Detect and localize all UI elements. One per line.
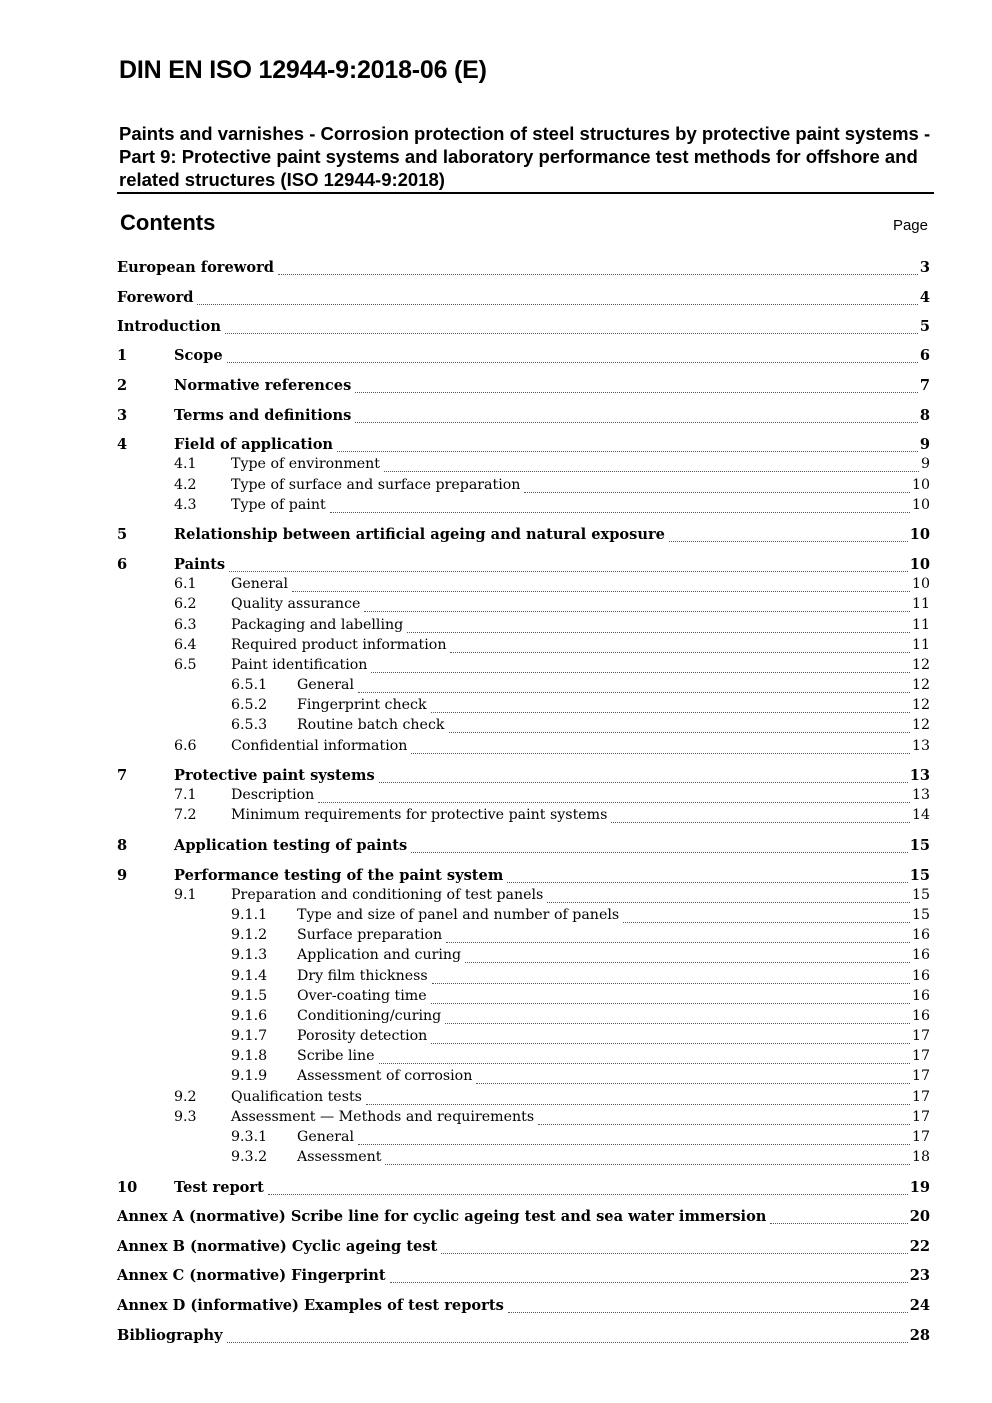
- dot-leader: [358, 692, 910, 693]
- toc-entry-number: 8: [117, 837, 128, 854]
- toc-entry-title: Type and size of panel and number of panels: [297, 907, 620, 923]
- toc-entry-title: Type of environment: [231, 456, 381, 472]
- dot-leader: [431, 1003, 910, 1004]
- toc-entry-title: General: [297, 1129, 355, 1145]
- toc-entry-title: Packaging and labelling: [231, 617, 404, 633]
- dot-leader: [229, 571, 908, 572]
- toc-entry-number: 9.1.6: [231, 1008, 268, 1024]
- dot-leader: [411, 852, 908, 853]
- toc-entry-page: 16: [911, 968, 930, 984]
- toc-entry-title: Relationship between artificial ageing and natural exposure: [174, 526, 665, 543]
- toc-entry-page: 15: [911, 887, 930, 903]
- toc-entry-title: Test report: [174, 1179, 264, 1196]
- toc-entry-number: 2: [117, 377, 128, 394]
- toc-entry-number: 7.2: [174, 807, 197, 823]
- dot-leader: [450, 652, 909, 653]
- toc-entry[interactable]: [117, 596, 930, 618]
- toc-entry[interactable]: [117, 556, 930, 578]
- toc-entry[interactable]: [117, 947, 930, 969]
- toc-entry-page: 19: [909, 1179, 930, 1196]
- toc-entry[interactable]: [117, 988, 930, 1010]
- dot-leader: [476, 1083, 910, 1084]
- toc-entry-title: Terms and definitions: [174, 407, 352, 424]
- toc-entry-title: Annex B (normative) Cyclic ageing test: [117, 1238, 438, 1255]
- toc-entry-number: 4.2: [174, 477, 197, 493]
- toc-entry-page: 18: [911, 1149, 930, 1165]
- dot-leader: [390, 1282, 908, 1283]
- dot-leader: [508, 1312, 908, 1313]
- toc-entry[interactable]: [117, 456, 930, 478]
- toc-entry-number: 9.1.5: [231, 988, 268, 1004]
- toc-entry-page: 17: [911, 1129, 930, 1145]
- toc-entry[interactable]: [117, 477, 930, 499]
- toc-entry-title: Protective paint systems: [174, 767, 375, 784]
- toc-entry-title: Performance testing of the paint system: [174, 867, 504, 884]
- toc-entry-number: 5: [117, 526, 128, 543]
- toc-entry-page: 10: [911, 576, 930, 592]
- toc-entry-title: Assessment — Methods and requirements: [231, 1109, 535, 1125]
- toc-entry[interactable]: [117, 526, 930, 548]
- toc-entry-title: Field of application: [174, 436, 334, 453]
- toc-entry-page: 17: [911, 1068, 930, 1084]
- toc-entry-title: Description: [231, 787, 315, 803]
- toc-entry-title: Application and curing: [297, 947, 462, 963]
- toc-entry[interactable]: [117, 436, 930, 458]
- dot-leader: [225, 333, 918, 334]
- toc-entry-page: 9: [919, 436, 930, 453]
- toc-entry-page: 24: [909, 1297, 930, 1314]
- toc-entry-page: 28: [909, 1327, 930, 1344]
- toc-entry[interactable]: [117, 738, 930, 760]
- toc-entry[interactable]: [117, 1129, 930, 1151]
- toc-entry-title: Conditioning/curing: [297, 1008, 442, 1024]
- toc-entry-title: Type of paint: [231, 497, 326, 513]
- toc-entry-title: Type of surface and surface preparation: [231, 477, 521, 493]
- toc-entry-page: 12: [911, 657, 930, 673]
- toc-entry[interactable]: [117, 657, 930, 679]
- dot-leader: [538, 1124, 910, 1125]
- toc-entry-page: 17: [911, 1109, 930, 1125]
- toc-entry[interactable]: [117, 347, 930, 369]
- toc-entry-number: 6.5.3: [231, 717, 268, 733]
- toc-entry-number: 9.1.7: [231, 1028, 268, 1044]
- toc-entry-title: Over-coating time: [297, 988, 427, 1004]
- toc-entry[interactable]: [117, 787, 930, 809]
- toc-entry-page: 6: [919, 347, 930, 364]
- toc-entry-page: 5: [919, 318, 930, 335]
- toc-entry-title: Foreword: [117, 289, 194, 306]
- toc-entry-title: Annex A (normative) Scribe line for cyclic ageing test and sea water immersion: [117, 1208, 767, 1225]
- toc-entry-page: 23: [909, 1267, 930, 1284]
- toc-entry-page: 14: [911, 807, 930, 823]
- toc-entry[interactable]: [117, 318, 930, 340]
- dot-leader: [318, 802, 910, 803]
- dot-leader: [379, 782, 908, 783]
- dot-leader: [385, 1164, 909, 1165]
- toc-entry-number: 9.1.3: [231, 947, 268, 963]
- toc-entry-page: 13: [911, 787, 930, 803]
- toc-entry-page: 11: [911, 596, 930, 612]
- toc-entry-number: 1: [117, 347, 128, 364]
- toc-entry-page: 20: [909, 1208, 930, 1225]
- toc-entry[interactable]: [117, 1327, 930, 1349]
- document-title: DIN EN ISO 12944-9:2018-06 (E): [119, 56, 487, 84]
- toc-entry[interactable]: [117, 497, 930, 519]
- dot-leader: [611, 822, 910, 823]
- toc-entry-page: 17: [911, 1048, 930, 1064]
- dot-leader: [669, 541, 908, 542]
- toc-entry-page: 7: [919, 377, 930, 394]
- toc-entry[interactable]: [117, 1008, 930, 1030]
- dot-leader: [268, 1194, 908, 1195]
- toc-entry[interactable]: [117, 407, 930, 429]
- toc-entry-page: 15: [909, 837, 930, 854]
- toc-entry[interactable]: [117, 887, 930, 909]
- toc-entry-page: 17: [911, 1028, 930, 1044]
- toc-entry-number: 9.1.8: [231, 1048, 268, 1064]
- toc-entry-title: Bibliography: [117, 1327, 223, 1344]
- toc-entry-number: 6.6: [174, 738, 197, 754]
- toc-entry-number: 7: [117, 767, 128, 784]
- toc-entry[interactable]: [117, 617, 930, 639]
- toc-entry-page: 10: [911, 497, 930, 513]
- dot-leader: [432, 983, 910, 984]
- dot-leader: [770, 1223, 907, 1224]
- dot-leader: [431, 712, 910, 713]
- toc-entry-title: Confidential information: [231, 738, 408, 754]
- toc-entry-page: 11: [911, 617, 930, 633]
- toc-entry-title: Dry film thickness: [297, 968, 428, 984]
- dot-leader: [227, 362, 918, 363]
- toc-entry-title: Fingerprint check: [297, 697, 427, 713]
- dot-leader: [411, 753, 910, 754]
- toc-entry-page: 16: [911, 927, 930, 943]
- dot-leader: [358, 1144, 910, 1145]
- toc-entry[interactable]: [117, 259, 930, 281]
- toc-entry-page: 3: [919, 259, 930, 276]
- dot-leader: [278, 274, 918, 275]
- toc-entry-title: Assessment: [297, 1149, 382, 1165]
- toc-entry[interactable]: [117, 1089, 930, 1111]
- toc-entry-page: 22: [909, 1238, 930, 1255]
- toc-entry-page: 9: [920, 456, 930, 472]
- toc-entry[interactable]: [117, 637, 930, 659]
- dot-leader: [330, 512, 910, 513]
- dot-leader: [445, 1023, 910, 1024]
- dot-leader: [547, 902, 910, 903]
- toc-entry-title: Annex C (normative) Fingerprint: [117, 1267, 386, 1284]
- document-subtitle: Paints and varnishes - Corrosion protection of steel structures by protective paint systems - Part 9: Protective paint systems and laboratory performance test methods for offshore and related structures (ISO 12944-9:2018): [119, 123, 931, 190]
- toc-entry[interactable]: [117, 1179, 930, 1201]
- dot-leader: [623, 922, 910, 923]
- dot-leader: [371, 672, 910, 673]
- dot-leader: [227, 1342, 908, 1343]
- toc-entry-page: 15: [909, 867, 930, 884]
- toc-entry-page: 13: [909, 767, 930, 784]
- toc-entry-page: 10: [911, 477, 930, 493]
- toc-entry-title: Paints: [174, 556, 226, 573]
- contents-heading: Contents: [120, 210, 216, 235]
- toc-entry-number: 9.1.9: [231, 1068, 268, 1084]
- toc-entry[interactable]: [117, 677, 930, 699]
- toc-entry-number: 9.3.2: [231, 1149, 268, 1165]
- toc-entry[interactable]: [117, 927, 930, 949]
- dot-leader: [465, 962, 910, 963]
- toc-entry-title: Preparation and conditioning of test panels: [231, 887, 544, 903]
- toc-entry[interactable]: [117, 1068, 930, 1090]
- toc-entry[interactable]: [117, 377, 930, 399]
- dot-leader: [407, 632, 910, 633]
- toc-entry[interactable]: [117, 907, 930, 929]
- toc-entry-number: 6.5.2: [231, 697, 268, 713]
- dot-leader: [446, 942, 910, 943]
- toc-entry-number: 9.3.1: [231, 1129, 268, 1145]
- dot-leader: [292, 591, 910, 592]
- toc-entry-number: 6.4: [174, 637, 197, 653]
- toc-entry-title: Assessment of corrosion: [297, 1068, 473, 1084]
- toc-entry-title: Surface preparation: [297, 927, 443, 943]
- page-column-label: Page: [892, 217, 928, 234]
- toc-entry-number: 6.2: [174, 596, 197, 612]
- toc-entry-number: 9.1.4: [231, 968, 268, 984]
- toc-entry-page: 11: [911, 637, 930, 653]
- toc-entry-page: 16: [911, 1008, 930, 1024]
- toc-entry-page: 16: [911, 947, 930, 963]
- dot-leader: [197, 304, 917, 305]
- toc-entry-number: 9.1.2: [231, 927, 268, 943]
- dot-leader: [337, 451, 918, 452]
- toc-entry-title: Required product information: [231, 637, 447, 653]
- toc-entry-title: Qualification tests: [231, 1089, 362, 1105]
- toc-entry[interactable]: [117, 1048, 930, 1070]
- toc-entry-page: 8: [919, 407, 930, 424]
- toc-entry-title: General: [231, 576, 289, 592]
- dot-leader: [449, 732, 910, 733]
- toc-entry-page: 17: [911, 1089, 930, 1105]
- toc-entry-title: Routine batch check: [297, 717, 445, 733]
- toc-entry-title: Quality assurance: [231, 596, 361, 612]
- toc-entry-number: 6.3: [174, 617, 197, 633]
- toc-entry[interactable]: [117, 717, 930, 739]
- toc-entry-title: Normative references: [174, 377, 352, 394]
- dot-leader: [364, 611, 910, 612]
- toc-entry-number: 10: [117, 1179, 138, 1196]
- toc-entry-title: Paint identification: [231, 657, 368, 673]
- toc-entry-title: Application testing of paints: [174, 837, 408, 854]
- toc-entry-page: 12: [911, 717, 930, 733]
- toc-entry-number: 3: [117, 407, 128, 424]
- toc-entry[interactable]: [117, 807, 930, 829]
- dot-leader: [384, 471, 919, 472]
- toc-entry[interactable]: [117, 289, 930, 311]
- toc-entry-number: 9.1.1: [231, 907, 268, 923]
- toc-entry[interactable]: [117, 1238, 930, 1260]
- dot-leader: [355, 422, 917, 423]
- toc-entry-page: 4: [919, 289, 930, 306]
- toc-entry-page: 16: [911, 988, 930, 1004]
- toc-entry[interactable]: [117, 1267, 930, 1289]
- toc-entry-page: 10: [909, 526, 930, 543]
- toc-entry[interactable]: [117, 1109, 930, 1131]
- toc-entry-title: Introduction: [117, 318, 221, 335]
- toc-entry[interactable]: [117, 968, 930, 990]
- dot-leader: [441, 1253, 907, 1254]
- toc-entry[interactable]: [117, 1208, 930, 1230]
- toc-entry-page: 12: [911, 677, 930, 693]
- toc-entry[interactable]: [117, 867, 930, 889]
- dot-leader: [431, 1043, 910, 1044]
- toc-entry-number: 9.2: [174, 1089, 197, 1105]
- toc-entry[interactable]: [117, 1028, 930, 1050]
- toc-entry-page: 10: [909, 556, 930, 573]
- toc-entry-number: 9.3: [174, 1109, 197, 1125]
- dot-leader: [524, 492, 910, 493]
- toc-entry-number: 6.5: [174, 657, 197, 673]
- dot-leader: [355, 392, 918, 393]
- toc-entry-number: 9.1: [174, 887, 197, 903]
- toc-entry[interactable]: [117, 837, 930, 859]
- toc-entry-number: 4: [117, 436, 128, 453]
- toc-entry-number: 6.5.1: [231, 677, 268, 693]
- toc-entry-title: General: [297, 677, 355, 693]
- toc-entry[interactable]: [117, 697, 930, 719]
- toc-entry-number: 9: [117, 867, 128, 884]
- toc-entry[interactable]: [117, 1297, 930, 1319]
- toc-entry-title: Scribe line: [297, 1048, 375, 1064]
- dot-leader: [507, 882, 907, 883]
- toc-entry[interactable]: [117, 576, 930, 598]
- toc-entry-title: European foreword: [117, 259, 274, 276]
- toc-entry-title: Annex D (informative) Examples of test reports: [117, 1297, 504, 1314]
- toc-entry[interactable]: [117, 1149, 930, 1171]
- toc-entry-number: 4.1: [174, 456, 197, 472]
- toc-entry-title: Scope: [174, 347, 223, 364]
- toc-entry-number: 7.1: [174, 787, 197, 803]
- toc-entry-page: 13: [911, 738, 930, 754]
- toc-entry-page: 12: [911, 697, 930, 713]
- toc-entry-title: Porosity detection: [297, 1028, 428, 1044]
- dot-leader: [366, 1104, 910, 1105]
- toc-entry-page: 15: [911, 907, 930, 923]
- toc-entry-number: 6: [117, 556, 128, 573]
- toc-entry-number: 4.3: [174, 497, 197, 513]
- toc-entry[interactable]: [117, 767, 930, 789]
- toc-entry-number: 6.1: [174, 576, 197, 592]
- dot-leader: [379, 1063, 910, 1064]
- toc-entry-title: Minimum requirements for protective paint systems: [231, 807, 608, 823]
